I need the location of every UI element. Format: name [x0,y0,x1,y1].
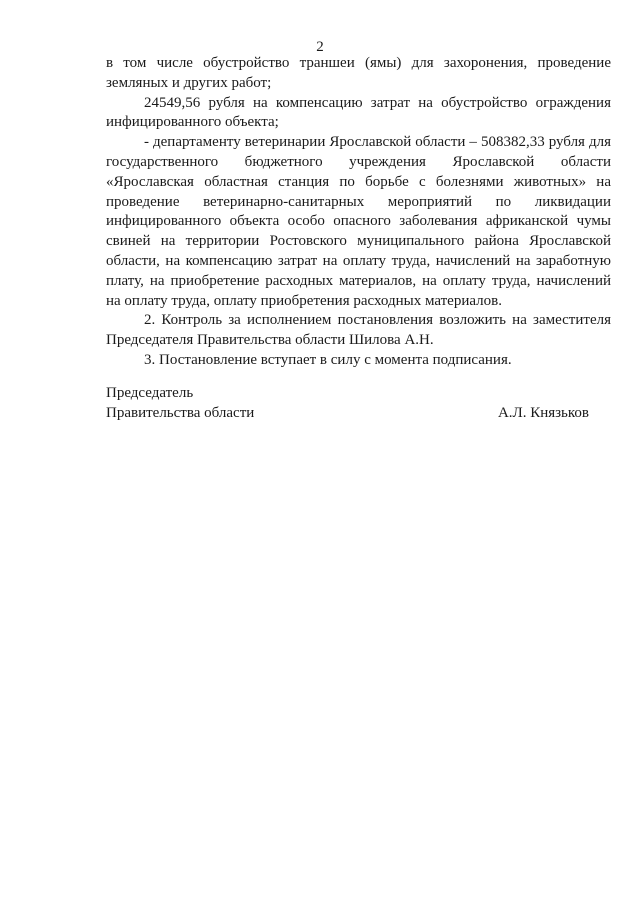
signatory-name: А.Л. Князьков [497,404,589,421]
signature-block [106,384,589,424]
document-body [106,54,611,371]
paragraph-burial-works: в том числе обустройство траншеи (ямы) для захоронения, проведение земляных и других работ; [106,55,611,91]
page-number: 2 [316,39,324,55]
paragraph-effective-clause: 3. Постановление вступает в силу с момента подписания. [144,351,512,368]
paragraph-fencing-compensation: 24549,56 рубля на компенсацию затрат на обустройство ограждения инфицированного объекта; [106,94,611,131]
signatory-title-line1: Председатель [106,385,194,401]
signatory-title-line2: Правительства области [106,404,255,421]
paragraph-veterinary-department: - департаменту ветеринарии Ярославской области – 508382,33 рубля для государственного бюджетного учреждения Ярославской области «Ярославская областная станция по борьбе с болезнями животных» на проведение ветеринарно-санитарных мероприятий по ликвидации инфицированного объекта особо опасного заболевания африканской чумы свиней на территории Ростовского муниципального района Ярославской области, на компенсацию затрат на оплату труда, начислений на заработную плату, на приобретение расходных материалов, на оплату труда, начислений на оплату труда, оплату приобретения расходных материалов. [106,134,611,309]
paragraph-control-clause: 2. Контроль за исполнением постановления возложить на заместителя Председателя Правительства области Шилова А.Н. [106,312,611,349]
